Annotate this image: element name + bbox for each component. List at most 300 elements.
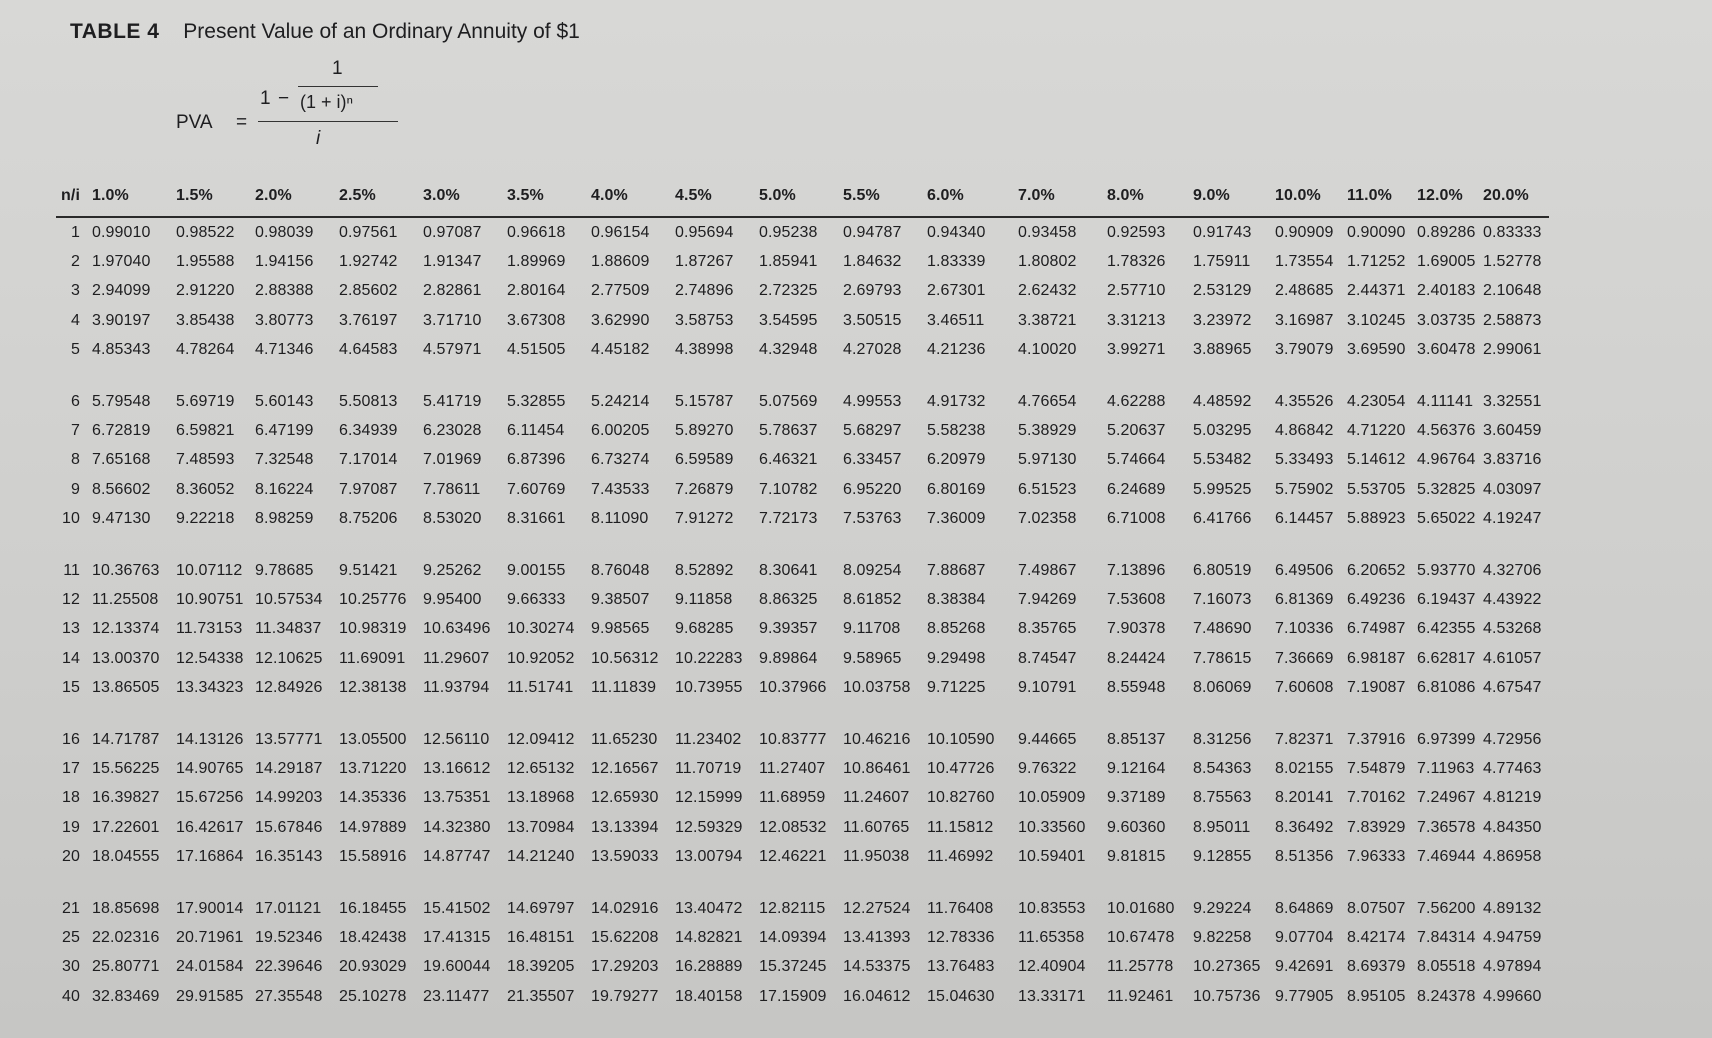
value-cell: 2.80164: [507, 282, 566, 300]
value-cell: 8.53020: [423, 510, 482, 528]
value-cell: 8.86325: [759, 590, 818, 608]
value-cell: 8.16224: [255, 480, 314, 498]
value-cell: 7.26879: [675, 480, 734, 498]
rate-header: 3.5%: [507, 186, 591, 217]
value-cell: 5.93770: [1417, 561, 1476, 579]
value-cell: 3.23972: [1193, 311, 1252, 329]
value-cell: 4.86958: [1483, 848, 1542, 866]
value-cell: 6.33457: [843, 451, 902, 469]
table-number: TABLE 4: [70, 20, 160, 43]
value-cell: 7.11963: [1417, 759, 1475, 777]
value-cell: 10.83553: [1018, 899, 1086, 917]
value-cell: 6.59589: [675, 451, 734, 469]
value-cell: 9.29224: [1193, 899, 1252, 917]
value-cell: 8.56602: [92, 480, 151, 498]
rate-header: 2.5%: [339, 186, 423, 217]
value-cell: 6.46321: [759, 451, 818, 469]
value-cell: 8.64869: [1275, 899, 1334, 917]
value-cell: 0.97087: [423, 223, 482, 241]
value-cell: 8.36492: [1275, 818, 1334, 836]
value-cell: 13.13394: [591, 818, 659, 836]
value-cell: 10.56312: [591, 649, 659, 667]
value-cell: 12.84926: [255, 679, 323, 697]
value-cell: 8.06069: [1193, 679, 1252, 697]
value-cell: 10.36763: [92, 561, 160, 579]
value-cell: 4.91732: [927, 392, 986, 410]
value-cell: 1.89969: [507, 253, 566, 271]
period-cell: 3: [71, 282, 80, 300]
period-cell: 4: [71, 311, 80, 329]
value-cell: 7.88687: [927, 561, 986, 579]
table-row: [56, 475, 1549, 504]
value-cell: 0.92593: [1107, 223, 1166, 241]
value-cell: 14.35336: [339, 789, 407, 807]
value-cell: 24.01584: [176, 958, 244, 976]
group-spacer: [56, 872, 1549, 894]
annuity-table: [56, 186, 1549, 1011]
value-cell: 14.53375: [843, 958, 911, 976]
rate-header: 5.0%: [759, 186, 843, 217]
value-cell: 10.47726: [927, 759, 995, 777]
value-cell: 11.15812: [927, 818, 994, 836]
value-cell: 14.69797: [507, 899, 575, 917]
value-cell: 4.77463: [1483, 759, 1542, 777]
value-cell: 0.93458: [1018, 223, 1077, 241]
value-cell: 10.98319: [339, 620, 407, 638]
value-cell: 13.59033: [591, 848, 659, 866]
value-cell: 6.80169: [927, 480, 986, 498]
value-cell: 2.69793: [843, 282, 902, 300]
value-cell: 11.34837: [255, 620, 322, 638]
value-cell: 6.47199: [255, 422, 314, 440]
value-cell: 9.12164: [1107, 759, 1166, 777]
value-cell: 11.92461: [1107, 987, 1174, 1005]
value-cell: 12.40904: [1018, 958, 1086, 976]
value-cell: 7.82371: [1275, 730, 1334, 748]
value-cell: 0.98039: [255, 223, 314, 241]
rate-header: 2.0%: [255, 186, 339, 217]
value-cell: 11.65358: [1018, 928, 1085, 946]
value-cell: 4.38998: [675, 341, 734, 359]
value-cell: 1.83339: [927, 253, 986, 271]
value-cell: 5.60143: [255, 392, 314, 410]
spacer-cell: [56, 534, 1549, 556]
value-cell: 4.64583: [339, 341, 398, 359]
value-cell: 4.43922: [1483, 590, 1542, 608]
value-cell: 11.25778: [1107, 958, 1174, 976]
value-cell: 14.87747: [423, 848, 491, 866]
value-cell: 6.14457: [1275, 510, 1334, 528]
value-cell: 8.35765: [1018, 620, 1077, 638]
value-cell: 6.49506: [1275, 561, 1334, 579]
value-cell: 4.10020: [1018, 341, 1077, 359]
value-cell: 8.05518: [1417, 958, 1476, 976]
value-cell: 15.04630: [927, 987, 995, 1005]
value-cell: 18.40158: [675, 987, 743, 1005]
value-cell: 6.49236: [1347, 590, 1406, 608]
value-cell: 16.42617: [176, 818, 244, 836]
value-cell: 12.59329: [675, 818, 743, 836]
period-cell: 30: [62, 958, 80, 976]
value-cell: 11.46992: [927, 848, 994, 866]
value-cell: 7.60769: [507, 480, 566, 498]
period-cell: 18: [62, 789, 80, 807]
value-cell: 11.76408: [927, 899, 994, 917]
value-cell: 11.23402: [675, 730, 742, 748]
value-cell: 7.49867: [1018, 561, 1077, 579]
value-cell: 5.68297: [843, 422, 902, 440]
value-cell: 10.57534: [255, 590, 323, 608]
value-cell: 7.10782: [759, 480, 818, 498]
formula-lhs: PVA: [176, 112, 213, 133]
table-row: [56, 217, 1549, 247]
value-cell: 22.39646: [255, 958, 323, 976]
value-cell: 9.47130: [92, 510, 151, 528]
table-row: [56, 387, 1549, 416]
value-cell: 6.62817: [1417, 649, 1476, 667]
value-cell: 5.65022: [1417, 510, 1476, 528]
value-cell: 14.99203: [255, 789, 323, 807]
value-cell: 18.85698: [92, 899, 160, 917]
rate-header: 1.0%: [92, 186, 176, 217]
value-cell: 4.89132: [1483, 899, 1542, 917]
value-cell: 4.81219: [1483, 789, 1542, 807]
period-cell: 1: [71, 223, 80, 241]
value-cell: 5.03295: [1193, 422, 1252, 440]
value-cell: 6.81369: [1275, 590, 1334, 608]
value-cell: 17.41315: [423, 928, 491, 946]
value-cell: 13.16612: [423, 759, 491, 777]
value-cell: 10.63496: [423, 620, 491, 638]
value-cell: 5.74664: [1107, 451, 1166, 469]
value-cell: 12.08532: [759, 818, 827, 836]
value-cell: 5.97130: [1018, 451, 1077, 469]
value-cell: 8.85137: [1107, 730, 1166, 748]
value-cell: 13.57771: [255, 730, 323, 748]
table-row: [56, 336, 1549, 365]
value-cell: 3.60459: [1483, 422, 1542, 440]
value-cell: 6.73274: [591, 451, 650, 469]
value-cell: 5.38929: [1018, 422, 1077, 440]
value-cell: 8.38384: [927, 590, 986, 608]
value-cell: 8.36052: [176, 480, 235, 498]
value-cell: 9.66333: [507, 590, 566, 608]
rate-header: 11.0%: [1347, 186, 1417, 217]
value-cell: 4.35526: [1275, 392, 1334, 410]
value-cell: 9.12855: [1193, 848, 1252, 866]
value-cell: 8.51356: [1275, 848, 1334, 866]
period-cell: 14: [62, 649, 80, 667]
value-cell: 2.44371: [1347, 282, 1406, 300]
value-cell: 9.25262: [423, 561, 482, 579]
formula-main-fraction-bar: [258, 121, 398, 122]
value-cell: 7.96333: [1347, 848, 1406, 866]
value-cell: 9.37189: [1107, 789, 1166, 807]
value-cell: 7.78615: [1193, 649, 1252, 667]
value-cell: 3.03735: [1417, 311, 1476, 329]
value-cell: 4.71346: [255, 341, 314, 359]
corner-header: n/i: [56, 186, 92, 217]
value-cell: 8.09254: [843, 561, 902, 579]
value-cell: 9.38507: [591, 590, 650, 608]
value-cell: 10.33560: [1018, 818, 1086, 836]
rate-header: 5.5%: [843, 186, 927, 217]
value-cell: 1.78326: [1107, 253, 1166, 271]
value-cell: 2.10648: [1483, 282, 1542, 300]
value-cell: 6.81086: [1417, 679, 1476, 697]
value-cell: 13.86505: [92, 679, 160, 697]
value-cell: 7.02358: [1018, 510, 1077, 528]
value-cell: 17.90014: [176, 899, 244, 917]
value-cell: 11.11839: [591, 679, 657, 697]
value-cell: 25.10278: [339, 987, 407, 1005]
value-cell: 18.39205: [507, 958, 575, 976]
value-cell: 20.93029: [339, 958, 407, 976]
value-cell: 12.56110: [423, 730, 490, 748]
value-cell: 6.97399: [1417, 730, 1476, 748]
value-cell: 10.86461: [843, 759, 911, 777]
value-cell: 10.37966: [759, 679, 827, 697]
rate-header: 3.0%: [423, 186, 507, 217]
value-cell: 0.99010: [92, 223, 151, 241]
table-row: [56, 953, 1549, 982]
value-cell: 10.67478: [1107, 928, 1175, 946]
period-cell: 5: [71, 341, 80, 359]
value-cell: 10.46216: [843, 730, 911, 748]
value-cell: 9.11708: [843, 620, 901, 638]
value-cell: 0.90909: [1275, 223, 1334, 241]
value-cell: 13.34323: [176, 679, 244, 697]
value-cell: 8.42174: [1347, 928, 1406, 946]
value-cell: 19.60044: [423, 958, 491, 976]
value-cell: 7.24967: [1417, 789, 1476, 807]
value-cell: 0.95694: [675, 223, 734, 241]
value-cell: 10.73955: [675, 679, 743, 697]
value-cell: 11.68959: [759, 789, 826, 807]
period-cell: 17: [62, 759, 80, 777]
value-cell: 11.24607: [843, 789, 910, 807]
value-cell: 13.40472: [675, 899, 743, 917]
value-cell: 9.60360: [1107, 818, 1166, 836]
value-cell: 0.90090: [1347, 223, 1406, 241]
value-cell: 0.91743: [1193, 223, 1252, 241]
spacer-cell: [56, 365, 1549, 387]
value-cell: 7.17014: [339, 451, 398, 469]
value-cell: 9.95400: [423, 590, 482, 608]
value-cell: 12.16567: [591, 759, 659, 777]
value-cell: 9.76322: [1018, 759, 1077, 777]
value-cell: 2.72325: [759, 282, 818, 300]
value-cell: 4.27028: [843, 341, 902, 359]
value-cell: 11.70719: [675, 759, 742, 777]
value-cell: 10.10590: [927, 730, 995, 748]
table-caption: Present Value of an Ordinary Annuity of $1: [183, 20, 580, 43]
value-cell: 5.89270: [675, 422, 734, 440]
value-cell: 17.22601: [92, 818, 160, 836]
value-cell: 4.67547: [1483, 679, 1542, 697]
value-cell: 14.32380: [423, 818, 491, 836]
value-cell: 12.15999: [675, 789, 743, 807]
period-cell: 40: [62, 987, 80, 1005]
value-cell: 3.38721: [1018, 311, 1077, 329]
table-row: [56, 416, 1549, 445]
value-cell: 11.95038: [843, 848, 910, 866]
formula-equals: =: [236, 112, 248, 133]
value-cell: 3.50515: [843, 311, 902, 329]
value-cell: 18.04555: [92, 848, 160, 866]
value-cell: 4.86842: [1275, 422, 1334, 440]
value-cell: 13.75351: [423, 789, 491, 807]
formula-inner-fraction-bar: [298, 86, 378, 87]
table-row: [56, 842, 1549, 871]
value-cell: 10.22283: [675, 649, 743, 667]
value-cell: 7.54879: [1347, 759, 1406, 777]
value-cell: 10.30274: [507, 620, 575, 638]
value-cell: 4.11141: [1417, 392, 1474, 410]
value-cell: 14.71787: [92, 730, 160, 748]
period-cell: 12: [62, 590, 80, 608]
value-cell: 6.74987: [1347, 620, 1406, 638]
value-cell: 6.23028: [423, 422, 482, 440]
value-cell: 13.71220: [339, 759, 407, 777]
value-cell: 2.85602: [339, 282, 398, 300]
value-cell: 1.84632: [843, 253, 902, 271]
table-row: [56, 813, 1549, 842]
value-cell: 4.99553: [843, 392, 902, 410]
value-cell: 15.67256: [176, 789, 244, 807]
value-cell: 7.36669: [1275, 649, 1334, 667]
period-cell: 19: [62, 818, 80, 836]
table-row: [56, 247, 1549, 276]
value-cell: 3.83716: [1483, 451, 1542, 469]
value-cell: 7.53608: [1107, 590, 1166, 608]
period-cell: 15: [62, 679, 80, 697]
value-cell: 4.03097: [1483, 480, 1542, 498]
value-cell: 12.65930: [591, 789, 659, 807]
value-cell: 9.00155: [507, 561, 566, 579]
table-title: [70, 20, 580, 44]
pva-formula: [176, 52, 416, 162]
value-cell: 9.51421: [339, 561, 398, 579]
value-cell: 6.42355: [1417, 620, 1476, 638]
value-cell: 27.35548: [255, 987, 323, 1005]
value-cell: 0.83333: [1483, 223, 1542, 241]
value-cell: 16.48151: [507, 928, 575, 946]
table-row: [56, 784, 1549, 813]
value-cell: 1.88609: [591, 253, 650, 271]
value-cell: 4.57971: [423, 341, 482, 359]
period-cell: 6: [71, 392, 80, 410]
value-cell: 5.69719: [176, 392, 235, 410]
value-cell: 7.37916: [1347, 730, 1406, 748]
value-cell: 5.15787: [675, 392, 734, 410]
table-body: [56, 217, 1549, 1011]
value-cell: 6.59821: [176, 422, 235, 440]
value-cell: 8.76048: [591, 561, 650, 579]
value-cell: 8.02155: [1275, 759, 1334, 777]
value-cell: 11.51741: [507, 679, 574, 697]
value-cell: 6.19437: [1417, 590, 1476, 608]
value-cell: 3.69590: [1347, 341, 1406, 359]
value-cell: 4.96764: [1417, 451, 1476, 469]
value-cell: 2.40183: [1417, 282, 1476, 300]
value-cell: 16.04612: [843, 987, 911, 1005]
value-cell: 10.01680: [1107, 899, 1175, 917]
value-cell: 7.48690: [1193, 620, 1252, 638]
table-row: [56, 556, 1549, 585]
value-cell: 4.97894: [1483, 958, 1542, 976]
rate-header: 10.0%: [1275, 186, 1347, 217]
value-cell: 5.58238: [927, 422, 986, 440]
value-cell: 11.65230: [591, 730, 658, 748]
value-cell: 16.18455: [339, 899, 407, 917]
value-cell: 8.95105: [1347, 987, 1406, 1005]
value-cell: 6.20652: [1347, 561, 1406, 579]
value-cell: 7.32548: [255, 451, 314, 469]
value-cell: 14.13126: [176, 730, 244, 748]
value-cell: 9.81815: [1107, 848, 1166, 866]
value-cell: 5.41719: [423, 392, 482, 410]
value-cell: 11.60765: [843, 818, 910, 836]
value-cell: 12.78336: [927, 928, 995, 946]
value-cell: 6.34939: [339, 422, 398, 440]
value-cell: 13.18968: [507, 789, 575, 807]
value-cell: 3.54595: [759, 311, 818, 329]
value-cell: 7.90378: [1107, 620, 1166, 638]
value-cell: 17.29203: [591, 958, 659, 976]
value-cell: 9.42691: [1275, 958, 1334, 976]
period-cell: 13: [62, 620, 80, 638]
period-cell: 9: [71, 480, 80, 498]
group-spacer: [56, 534, 1549, 556]
value-cell: 2.77509: [591, 282, 650, 300]
value-cell: 7.46944: [1417, 848, 1476, 866]
value-cell: 8.69379: [1347, 958, 1406, 976]
value-cell: 29.91585: [176, 987, 244, 1005]
value-cell: 5.50813: [339, 392, 398, 410]
value-cell: 8.20141: [1275, 789, 1334, 807]
value-cell: 1.91347: [423, 253, 482, 271]
value-cell: 7.65168: [92, 451, 151, 469]
value-cell: 3.88965: [1193, 341, 1252, 359]
table-row: [56, 673, 1549, 702]
group-spacer: [56, 703, 1549, 725]
value-cell: 8.75563: [1193, 789, 1252, 807]
value-cell: 16.35143: [255, 848, 323, 866]
value-cell: 8.61852: [843, 590, 902, 608]
rate-header: 4.5%: [675, 186, 759, 217]
value-cell: 3.10245: [1347, 311, 1406, 329]
value-cell: 15.37245: [759, 958, 827, 976]
value-cell: 5.07569: [759, 392, 818, 410]
value-cell: 4.99660: [1483, 987, 1542, 1005]
period-cell: 10: [62, 510, 80, 528]
value-cell: 0.94787: [843, 223, 902, 241]
value-cell: 16.39827: [92, 789, 160, 807]
value-cell: 8.74547: [1018, 649, 1077, 667]
value-cell: 15.62208: [591, 928, 659, 946]
value-cell: 6.51523: [1018, 480, 1077, 498]
value-cell: 3.62990: [591, 311, 650, 329]
value-cell: 13.76483: [927, 958, 995, 976]
value-cell: 6.98187: [1347, 649, 1406, 667]
value-cell: 7.91272: [675, 510, 734, 528]
value-cell: 8.85268: [927, 620, 986, 638]
value-cell: 7.19087: [1347, 679, 1406, 697]
value-cell: 3.71710: [423, 311, 482, 329]
value-cell: 7.48593: [176, 451, 235, 469]
table-row: [56, 615, 1549, 644]
